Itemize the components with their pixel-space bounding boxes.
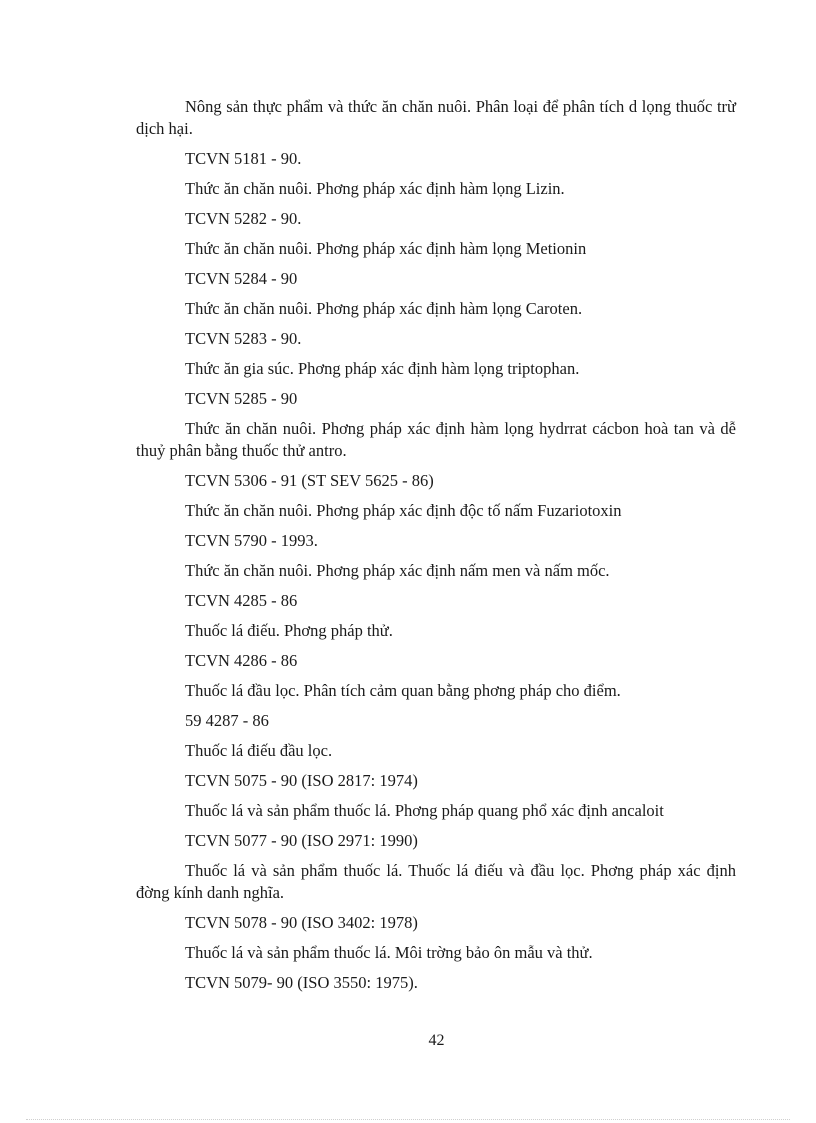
standard-code: TCVN 5306 - 91 (ST SEV 5625 - 86) xyxy=(185,471,434,490)
standard-title: Thuốc lá và sản phẩm thuốc lá. Môi trờng bảo ôn mẫu và thử. xyxy=(185,943,593,962)
standard-code: TCVN 4285 - 86 xyxy=(185,591,298,610)
standard-title: Thức ăn chăn nuôi. Phơng pháp xác định hàm lọng Lizin. xyxy=(185,179,565,198)
page-number: 42 xyxy=(428,1032,445,1049)
paragraph: Nông sản thực phẩm và thức ăn chăn nuôi. Phân loại để phân tích d lọng thuốc trừ dịch hại. xyxy=(136,97,736,138)
paragraph: Thuốc lá và sản phẩm thuốc lá. Thuốc lá điếu và đầu lọc. Phơng pháp xác định đờng kính danh nghĩa. xyxy=(136,861,736,902)
standard-title: Thuốc lá điếu đầu lọc. xyxy=(185,741,333,760)
standard-title: Thuốc lá đầu lọc. Phân tích cảm quan bằng phơng pháp cho điểm. xyxy=(185,681,621,700)
standard-code: TCVN 5283 - 90. xyxy=(185,329,302,348)
standard-code: TCVN 5181 - 90. xyxy=(185,149,302,168)
standard-code: TCVN 5078 - 90 (ISO 3402: 1978) xyxy=(185,913,418,932)
standard-code: TCVN 5077 - 90 (ISO 2971: 1990) xyxy=(185,831,418,850)
standard-code: TCVN 5285 - 90 xyxy=(185,389,298,408)
paragraph: Thuốc lá và sản phẩm thuốc lá. Phơng pháp quang phổ xác định ancaloit xyxy=(185,801,664,820)
standard-code: TCVN 5075 - 90 (ISO 2817: 1974) xyxy=(185,771,418,790)
document-body xyxy=(136,96,736,994)
standard-code: TCVN 5079- 90 (ISO 3550: 1975). xyxy=(185,973,418,992)
paragraph: Thức ăn chăn nuôi. Phơng pháp xác định hàm lọng hydrrat cácbon hoà tan và dễ thuỷ phân bằng thuốc thử antro. xyxy=(136,419,736,460)
standard-code: TCVN 5790 - 1993. xyxy=(185,531,318,550)
standard-title: Thức ăn gia súc. Phơng pháp xác định hàm lọng triptophan. xyxy=(185,359,580,378)
page-bottom-border xyxy=(26,1119,790,1120)
standard-title: Thức ăn chăn nuôi. Phơng pháp xác định độc tố nấm Fuzariotoxin xyxy=(185,501,622,520)
standard-code: TCVN 5282 - 90. xyxy=(185,209,302,228)
standard-code: 59 4287 - 86 xyxy=(185,711,269,730)
standard-code: TCVN 4286 - 86 xyxy=(185,651,298,670)
standard-title: Thức ăn chăn nuôi. Phơng pháp xác định nấm men và nấm mốc. xyxy=(185,561,610,580)
standard-code: TCVN 5284 - 90 xyxy=(185,269,298,288)
standard-title: Thức ăn chăn nuôi. Phơng pháp xác định hàm lọng Metionin xyxy=(185,239,587,258)
standard-title: Thuốc lá điếu. Phơng pháp thử. xyxy=(185,621,393,640)
standard-title: Thức ăn chăn nuôi. Phơng pháp xác định hàm lọng Caroten. xyxy=(185,299,583,318)
